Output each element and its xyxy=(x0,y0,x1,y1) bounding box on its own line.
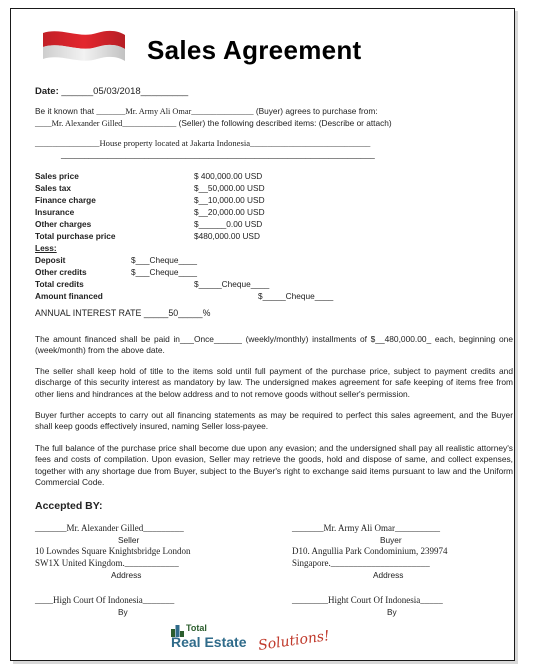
seller-name-line: ____Mr. Alexander Gilled_____________ xyxy=(35,119,177,128)
intro-line-1 xyxy=(35,106,378,116)
buyer-name-line: _______Mr. Army Ali Omar_______________ xyxy=(96,107,254,116)
date-value: ______05/03/2018_________ xyxy=(61,86,189,97)
buyer-witness-line: ________Hight Court Of Indonesia_____ xyxy=(292,595,443,605)
other-credits-value: $___Cheque____ xyxy=(131,267,197,277)
items-description-line: _______________House property located at Jakarta Indonesia____________________________ xyxy=(35,138,371,148)
intro-line-2 xyxy=(35,118,392,128)
total-credits-value: $_____Cheque____ xyxy=(194,279,270,289)
fin-value-total-purchase: $480,000.00 USD xyxy=(194,231,260,241)
agreement-page xyxy=(10,8,515,661)
buyer-by-label: By xyxy=(387,607,397,617)
seller-signature-line: _______Mr. Alexander Gilled_________ xyxy=(35,523,184,533)
fin-label-sales-price: Sales price xyxy=(35,171,79,181)
seller-by-label: By xyxy=(118,607,128,617)
accepted-by-heading: Accepted BY: xyxy=(35,500,103,512)
amount-financed-label: Amount financed xyxy=(35,291,103,301)
logo-solutions-text: Solutions! xyxy=(257,628,331,654)
payment-terms-paragraph: The amount financed shall be paid in___Once______ (weekly/monthly) installments of $__480,000.00_ each, beginning one (week/month) from the above date. xyxy=(35,334,513,356)
fin-label-sales-tax: Sales tax xyxy=(35,183,71,193)
intro-text: (Seller) the following described items: (Describe or attach) xyxy=(178,118,392,128)
date-row xyxy=(35,86,188,97)
seller-address-1: 10 Lowndes Square Knightsbridge London xyxy=(35,546,191,556)
financing-statements-paragraph: Buyer further accepts to carry out all financing statements as may be required to perfect this sales agreement, and the Buyer shall keep goods effectively insured, naming Seller loss-payee. xyxy=(35,410,513,432)
seller-role-label: Seller xyxy=(118,535,140,545)
interest-label: ANNUAL INTEREST RATE xyxy=(35,308,142,318)
intro-text: (Buyer) agrees to purchase from: xyxy=(255,106,378,116)
fin-value-sales-price: $ 400,000.00 USD xyxy=(194,171,263,181)
deposit-value: $___Cheque____ xyxy=(131,255,197,265)
buyer-address-1: D10. Angullia Park Condominium, 239974 xyxy=(292,546,448,556)
fin-label-finance-charge: Finance charge xyxy=(35,195,96,205)
interest-value: _____50_____% xyxy=(143,308,211,318)
seller-address-2: SW1X United Kingdom.____________ xyxy=(35,558,179,568)
evasion-paragraph: The full balance of the purchase price shall become due upon any evasion; and the undersigned shall pay all realistic attorney's fees and costs of compilation. Upon evasion, Seller may retrieve the goods, hold and dispose of same, and collect expenses, together with any shortage due from Buyer, subject to the Buyer's right to exchange said items pursuant to law and the Uniform Commercial Code. xyxy=(35,443,513,488)
seller-address-label: Address xyxy=(111,570,142,580)
date-label: Date: xyxy=(35,86,59,97)
interest-row xyxy=(35,308,210,318)
fin-value-insurance: $__20,000.00 USD xyxy=(194,207,265,217)
intro-text: Be it known that xyxy=(35,106,95,116)
document-title: Sales Agreement xyxy=(147,35,362,65)
deposit-label: Deposit xyxy=(35,255,66,265)
buyer-address-label: Address xyxy=(373,570,404,580)
buyer-signature-line: _______Mr. Army Ali Omar__________ xyxy=(292,523,440,533)
indonesia-flag-icon xyxy=(39,23,127,65)
less-label: Less: xyxy=(35,243,57,253)
fin-label-insurance: Insurance xyxy=(35,207,75,217)
logo-total-text: Total xyxy=(186,623,207,633)
blank-line: ____________________________________________________________________ xyxy=(61,149,375,159)
other-credits-label: Other credits xyxy=(35,267,87,277)
total-credits-label: Total credits xyxy=(35,279,84,289)
amount-financed-value: $_____Cheque____ xyxy=(258,291,334,301)
brand-logo xyxy=(171,619,331,653)
seller-witness-line: ____High Court Of Indonesia_______ xyxy=(35,595,175,605)
title-retention-paragraph: The seller shall keep hold of title to the items sold until full payment of the purchase price, subject to payment credits and discharge of this security interest as mandatory by law. The undersigned makes agreement for safe keeping of items free from other liens and hindrances at the below address and to not remove goods without seller's permission. xyxy=(35,366,513,399)
fin-value-finance-charge: $__10,000.00 USD xyxy=(194,195,265,205)
buyer-address-2: Singapore.______________________ xyxy=(292,558,430,568)
fin-label-other-charges: Other charges xyxy=(35,219,92,229)
logo-real-estate-text: Real Estate xyxy=(171,634,247,650)
fin-value-other-charges: $______0.00 USD xyxy=(194,219,263,229)
fin-label-total-purchase: Total purchase price xyxy=(35,231,116,241)
buyer-role-label: Buyer xyxy=(380,535,402,545)
fin-value-sales-tax: $__50,000.00 USD xyxy=(194,183,265,193)
